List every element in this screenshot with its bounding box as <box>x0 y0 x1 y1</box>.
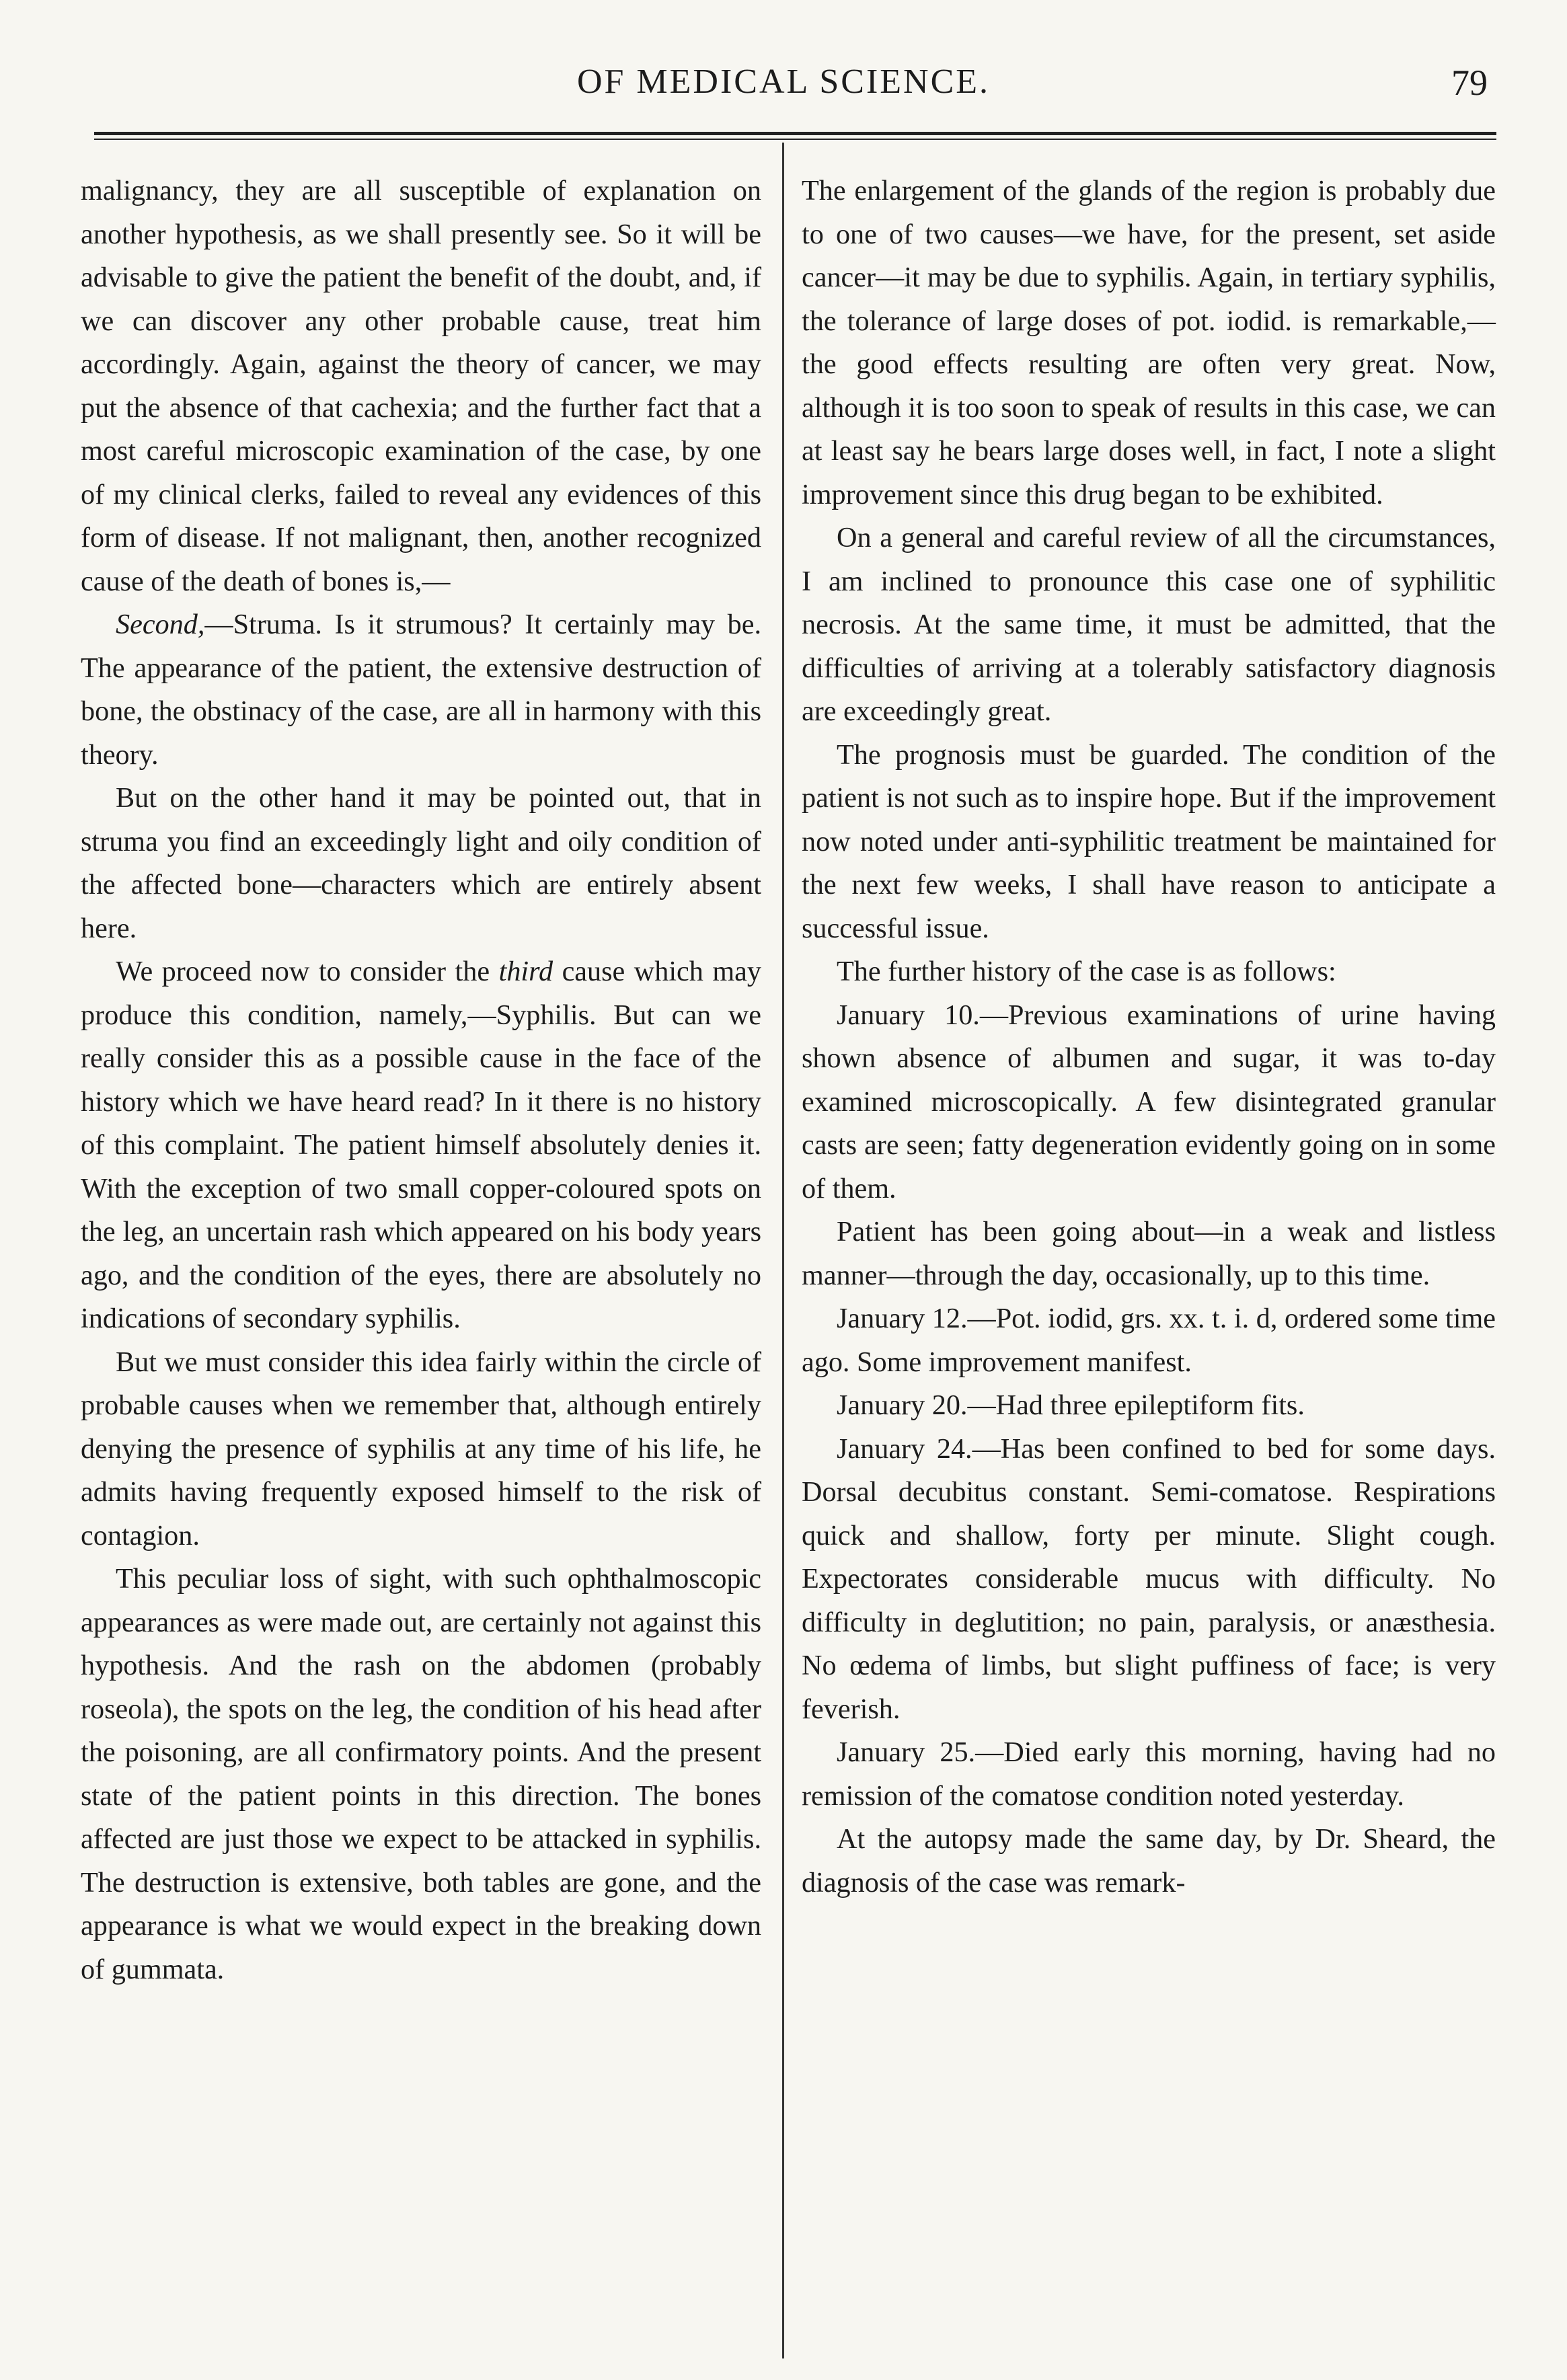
paragraph: January 10.—Previous examinations of urine having shown absence of albumen and sugar, it was to-day examined microscopically. A few disintegrated granular casts are seen; fatty degeneration evidently going on in some of them. <box>802 999 1496 1204</box>
paragraph <box>81 603 761 777</box>
paragraph <box>81 950 761 1341</box>
paragraph: On a general and careful review of all the circumstances, I am inclined to pronounce this case one of syphilitic necrosis. At the same time, it must be admitted, that the difficulties of arriving at a tolerably satisfactory diagnosis are exceedingly great. <box>802 522 1496 727</box>
left-column <box>81 169 761 1991</box>
paragraph: The enlargement of the glands of the region is probably due to one of two causes—we have, for the present, set aside cancer—it may be due to syphilis. Again, in tertiary syphilis, the tolerance of large doses of pot. iodid. is remarkable,—the good effects resulting are often very great. Now, although it is too soon to speak of results in this case, we can at least say he bears large doses well, in fact, I note a slight improvement since this drug began to be exhibited. <box>802 175 1496 510</box>
page-number: 79 <box>1451 63 1488 103</box>
paragraph: At the autopsy made the same day, by Dr. Sheard, the diagnosis of the case was remark- <box>802 1823 1496 1898</box>
page-header <box>67 62 1500 109</box>
emphasis: third <box>498 956 553 987</box>
paragraph: January 20.—Had three epileptiform fits. <box>837 1389 1305 1421</box>
paragraph-text: We proceed now to consider the <box>116 956 499 987</box>
paragraph: The further history of the case is as follows: <box>837 956 1336 987</box>
paragraph: This peculiar loss of sight, with such ophthalmoscopic appearances as were made out, are certainly not against this hypothesis. And the rash on the abdomen (probably roseola), the spots on the leg, the condition of his head after the poisoning, are all confirmatory points. And the present state of the patient points in this direction. The bones affected are just those we expect to be attacked in syphilis. The destruction is extensive, both tables are gone, and the appearance is what we would expect in the breaking down of gummata. <box>81 1563 761 1985</box>
emphasis: Second, <box>116 609 205 640</box>
column-divider <box>782 143 784 2358</box>
paragraph: The prognosis must be guarded. The condition of the patient is not such as to inspire hope. But if the improvement now noted under anti-syphilitic treatment be maintained for the next few weeks, I shall have reason to anticipate a successful issue. <box>802 738 1496 944</box>
paragraph: malignancy, they are all susceptible of explanation on another hypothesis, as we shall presently see. So it will be advisable to give the patient the benefit of the doubt, and, if we can discover any other probable cause, treat him accordingly. Again, against the theory of cancer, we may put the absence of that cachexia; and the further fact that a most careful microscopic examination of the case, by one of my clinical clerks, failed to reveal any evidences of this form of disease. If not malignant, then, another recognized cause of the death of bones is,— <box>81 175 761 597</box>
paragraph: Patient has been going about—in a weak and listless manner—through the day, occasionally, up to this time. <box>802 1216 1496 1291</box>
paragraph: January 25.—Died early this morning, having had no remission of the comatose condition noted yesterday. <box>802 1736 1496 1812</box>
running-head: OF MEDICAL SCIENCE. <box>576 63 991 101</box>
paragraph: But on the other hand it may be pointed out, that in struma you find an exceedingly light and oily condition of the affected bone—characters which are entirely absent here. <box>81 782 761 944</box>
paragraph-text: cause which may produce this condition, namely,—Syphilis. But can we really consider this as a possible cause in the face of the history which we have heard read? In it there is no history of this complaint. The patient himself absolutely denies it. With the exception of two small copper-coloured spots on the leg, an uncertain rash which appeared on his body years ago, and the condition of the eyes, there are absolutely no indications of secondary syphilis. <box>81 956 761 1334</box>
paragraph: January 12.—Pot. iodid, grs. xx. t. i. d, ordered some time ago. Some improvement manifest. <box>802 1303 1496 1378</box>
paragraph: January 24.—Has been confined to bed for some days. Dorsal decubitus constant. Semi-comatose. Respirations quick and shallow, forty per minute. Slight cough. Expectorates considerable mucus with difficulty. No difficulty in deglutition; no pain, paralysis, or anæsthesia. No œdema of limbs, but slight puffiness of face; is very feverish. <box>802 1432 1496 1725</box>
header-rule-thick <box>94 132 1496 135</box>
right-column <box>802 169 1496 1905</box>
header-rule-thin <box>94 139 1496 140</box>
paragraph-text: —Struma. Is it strumous? It certainly may be. The appearance of the patient, the extensive destruction of bone, the obstinacy of the case, are all in harmony with this theory. <box>81 609 761 771</box>
paragraph: But we must consider this idea fairly within the circle of probable causes when we remember that, although entirely denying the presence of syphilis at any time of his life, he admits having frequently exposed himself to the risk of contagion. <box>81 1346 761 1551</box>
